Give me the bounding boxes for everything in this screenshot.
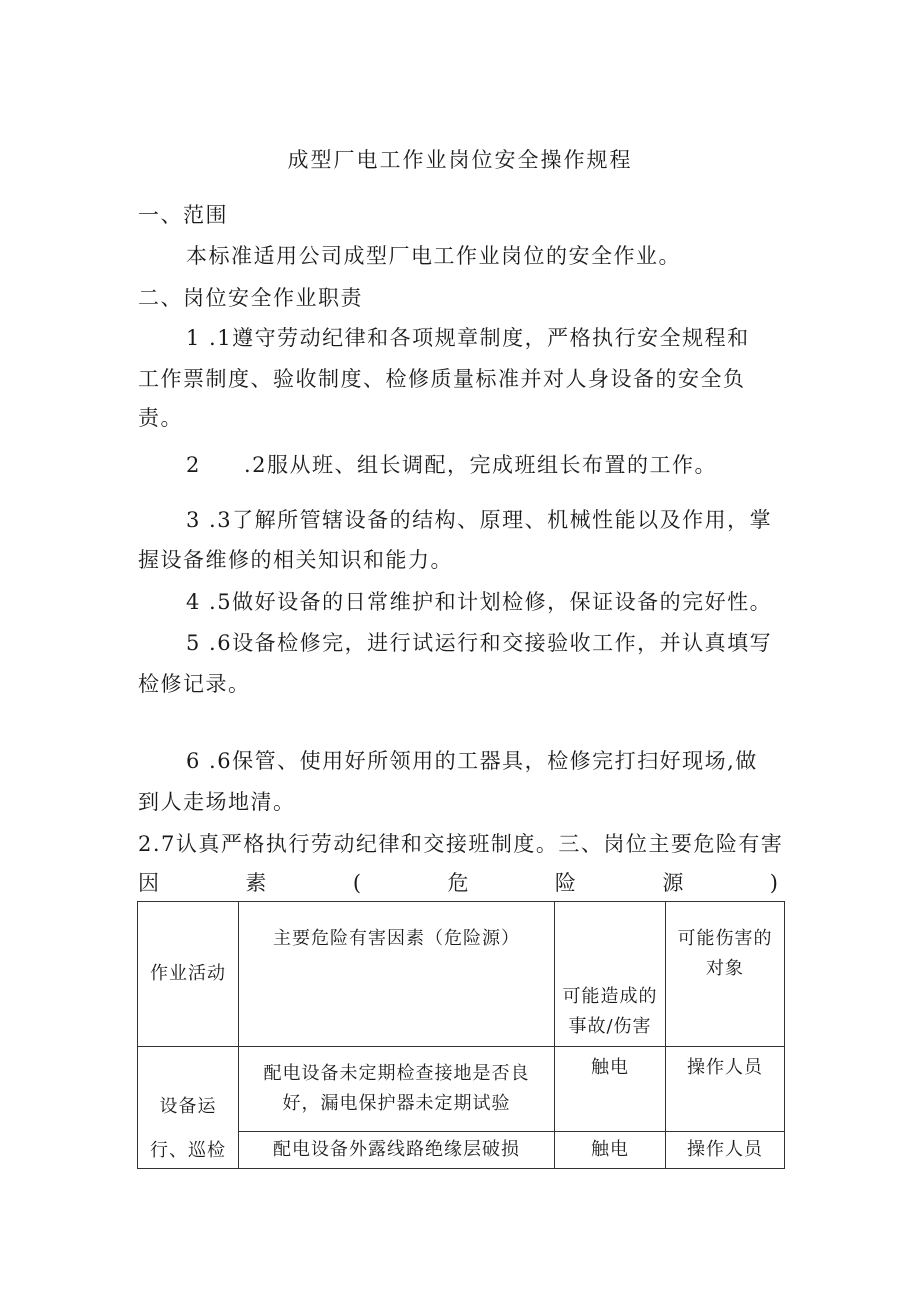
spread-char: ) — [769, 871, 778, 895]
duty-6-line-1: 6 .6保管、使用好所领用的工器具，检修完打扫好现场,做 — [186, 749, 758, 773]
duty-3-line-2: 握设备维修的相关知识和能力。 — [138, 548, 453, 572]
spread-char: ( — [352, 871, 362, 895]
spread-char: 危 — [447, 871, 469, 895]
duty-2-number: 2 — [186, 453, 201, 477]
spread-char: 险 — [554, 871, 576, 895]
header-target — [666, 902, 785, 1047]
header-accident-line-2: 事故/伤害 — [568, 1016, 652, 1037]
section-3-heading-spread — [138, 868, 778, 898]
scope-body: 本标准适用公司成型厂电工作业岗位的安全作业。 — [186, 244, 681, 268]
duty-1-line-3: 责。 — [138, 406, 183, 430]
cell-activity — [138, 1047, 239, 1169]
hazard-line-2: 好，漏电保护器未定期试验 — [282, 1093, 511, 1114]
header-target-line-2: 对象 — [706, 958, 744, 979]
duty-1-line-2: 工作票制度、验收制度、检修质量标准并对人身设备的安全负 — [138, 367, 746, 391]
duty-4-line-1: 4 .5做好设备的日常维护和计划检修，保证设备的完好性。 — [186, 590, 773, 614]
section-heading-scope: 一、范围 — [138, 203, 228, 227]
duty-6-line-2: 到人走场地清。 — [138, 790, 296, 814]
activity-line-2: 行、巡检 — [150, 1140, 226, 1161]
spread-char: 源 — [662, 871, 684, 895]
duty-2-text: .2服从班、组长调配，完成班组长布置的工作。 — [244, 453, 718, 477]
hazard-line-1: 配电设备未定期检查接地是否良 — [263, 1063, 530, 1084]
table-header-row — [138, 902, 785, 1047]
duty-1-line-1: 1 .1遵守劳动纪律和各项规章制度，严格执行安全规程和 — [186, 326, 750, 350]
cell-target: 操作人员 — [666, 1132, 785, 1169]
duty-7-line-1: 2.7认真严格执行劳动纪律和交接班制度。三、岗位主要危险有害 — [138, 832, 784, 856]
activity-line-1: 设备运 — [159, 1096, 217, 1117]
table-row — [138, 1047, 785, 1132]
header-accident-line-1: 可能造成的 — [562, 986, 658, 1007]
page-title: 成型厂电工作业岗位安全操作规程 — [287, 148, 633, 172]
header-accident — [555, 902, 666, 1047]
cell-hazard: 配电设备外露线路绝缘层破损 — [239, 1132, 555, 1169]
header-activity: 作业活动 — [138, 902, 239, 1047]
duty-5-line-1: 5 .6设备检修完，进行试运行和交接验收工作，并认真填写 — [186, 631, 773, 655]
spread-char: 素 — [245, 871, 267, 895]
header-hazard-text: 主要危险有害因素（危险源） — [273, 928, 520, 949]
cell-hazard — [239, 1047, 555, 1132]
spread-char: 因 — [138, 871, 159, 895]
cell-target: 操作人员 — [666, 1047, 785, 1132]
section-heading-duties: 二、岗位安全作业职责 — [138, 286, 363, 310]
duty-5-line-2: 检修记录。 — [138, 672, 251, 696]
cell-accident: 触电 — [555, 1047, 666, 1132]
duty-3-line-1: 3 .3了解所管辖设备的结构、原理、机械性能以及作用，掌 — [186, 508, 773, 532]
cell-accident: 触电 — [555, 1132, 666, 1169]
header-hazard — [239, 902, 555, 1047]
hazard-table — [137, 901, 785, 1169]
header-target-line-1: 可能伤害的 — [677, 928, 773, 949]
